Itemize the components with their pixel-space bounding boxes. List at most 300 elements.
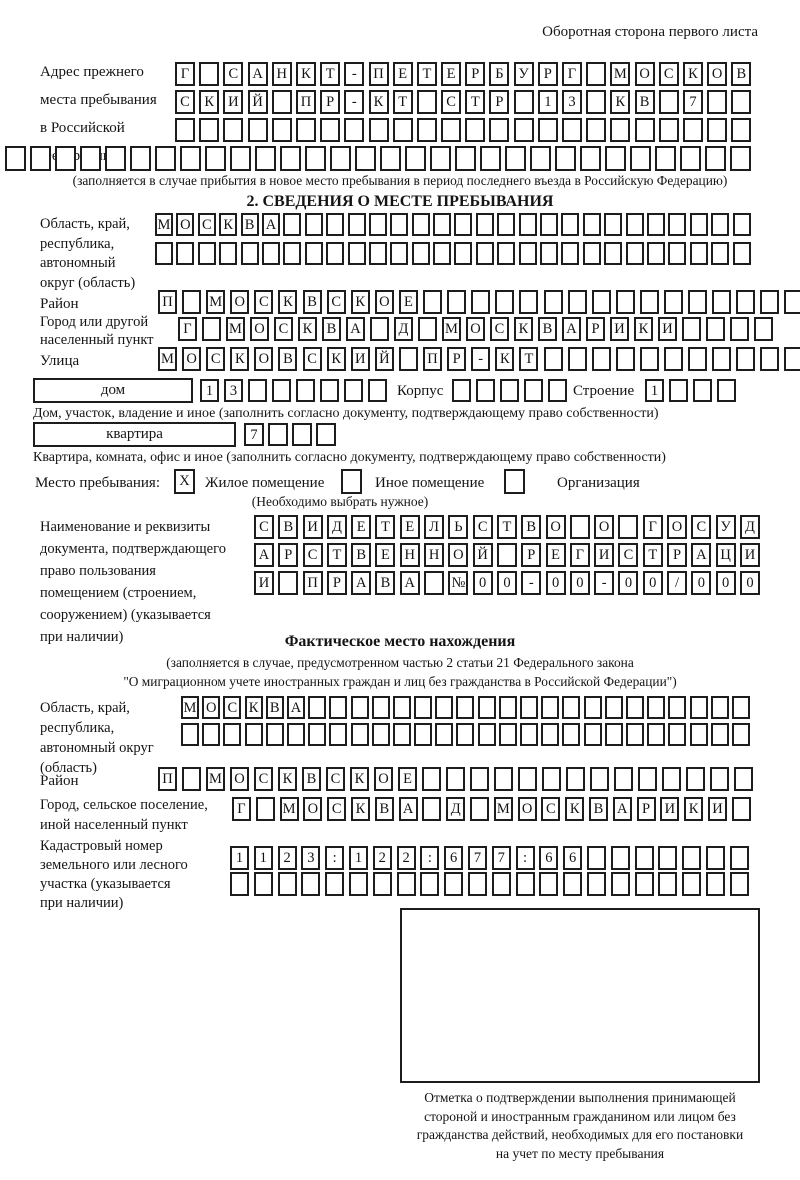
char-cell[interactable]: В [278, 347, 297, 371]
char-cell[interactable] [414, 696, 432, 719]
char-cell[interactable] [568, 290, 587, 314]
char-cell[interactable] [393, 118, 413, 142]
char-cell[interactable]: Ь [448, 515, 468, 539]
char-cell[interactable] [351, 723, 369, 746]
char-cell[interactable] [435, 723, 453, 746]
char-cell[interactable] [664, 347, 683, 371]
char-cell[interactable]: М [610, 62, 630, 86]
char-cell[interactable] [563, 872, 582, 896]
char-cell[interactable]: - [471, 347, 490, 371]
char-cell[interactable] [405, 146, 426, 171]
char-cell[interactable]: С [326, 767, 345, 791]
char-cell[interactable]: О [303, 797, 322, 821]
char-cell[interactable]: И [303, 515, 323, 539]
char-cell[interactable]: О [466, 317, 485, 341]
char-cell[interactable] [180, 146, 201, 171]
char-cell[interactable]: Р [489, 90, 509, 114]
char-cell[interactable]: - [594, 571, 614, 595]
char-cell[interactable]: Т [417, 62, 437, 86]
char-cell[interactable] [181, 723, 199, 746]
char-cell[interactable] [241, 242, 259, 265]
char-cell[interactable]: С [175, 90, 195, 114]
checkbox-zhiloe[interactable]: X [174, 469, 195, 494]
char-cell[interactable] [412, 213, 430, 236]
char-cell[interactable]: 2 [373, 846, 392, 870]
char-cell[interactable] [668, 723, 686, 746]
char-cell[interactable]: С [441, 90, 461, 114]
char-cell[interactable] [372, 696, 390, 719]
char-cell[interactable]: В [375, 571, 395, 595]
char-cell[interactable] [424, 571, 444, 595]
char-cell[interactable]: И [610, 317, 629, 341]
char-cell[interactable] [562, 118, 582, 142]
char-cell[interactable]: О [182, 347, 201, 371]
char-cell[interactable] [635, 846, 654, 870]
char-cell[interactable] [516, 872, 535, 896]
char-cell[interactable] [590, 767, 609, 791]
char-cell[interactable]: М [442, 317, 461, 341]
char-cell[interactable]: 1 [200, 379, 219, 402]
char-cell[interactable]: О [375, 290, 394, 314]
char-cell[interactable] [390, 242, 408, 265]
char-cell[interactable]: Т [320, 62, 340, 86]
char-cell[interactable]: К [634, 317, 653, 341]
char-cell[interactable] [668, 696, 686, 719]
char-cell[interactable]: Н [272, 62, 292, 86]
char-cell[interactable] [514, 118, 534, 142]
char-cell[interactable] [562, 696, 580, 719]
char-cell[interactable]: А [351, 571, 371, 595]
char-cell[interactable] [369, 118, 389, 142]
char-cell[interactable] [733, 242, 751, 265]
char-cell[interactable] [205, 146, 226, 171]
char-cell[interactable] [344, 118, 364, 142]
char-cell[interactable] [5, 146, 26, 171]
char-cell[interactable] [422, 767, 441, 791]
char-cell[interactable]: 0 [570, 571, 590, 595]
char-cell[interactable] [732, 797, 751, 821]
char-cell[interactable]: В [303, 290, 322, 314]
char-cell[interactable] [380, 146, 401, 171]
char-cell[interactable]: С [254, 290, 273, 314]
char-cell[interactable]: Е [398, 767, 417, 791]
char-cell[interactable] [690, 242, 708, 265]
char-cell[interactable] [468, 872, 487, 896]
char-cell[interactable] [707, 90, 727, 114]
char-cell[interactable]: - [521, 571, 541, 595]
char-cell[interactable] [688, 347, 707, 371]
char-cell[interactable] [605, 146, 626, 171]
char-cell[interactable]: Н [400, 543, 420, 567]
char-cell[interactable] [754, 317, 773, 341]
char-cell[interactable]: : [516, 846, 535, 870]
char-cell[interactable]: - [344, 62, 364, 86]
char-cell[interactable]: С [254, 515, 274, 539]
char-cell[interactable] [355, 146, 376, 171]
char-cell[interactable] [455, 146, 476, 171]
char-cell[interactable]: 0 [643, 571, 663, 595]
char-cell[interactable] [610, 118, 630, 142]
char-cell[interactable]: С [473, 515, 493, 539]
char-cell[interactable] [155, 146, 176, 171]
char-cell[interactable]: Т [497, 515, 517, 539]
char-cell[interactable] [500, 379, 519, 402]
char-cell[interactable]: О [546, 515, 566, 539]
char-cell[interactable] [561, 213, 579, 236]
char-cell[interactable] [682, 846, 701, 870]
char-cell[interactable]: К [219, 213, 237, 236]
char-cell[interactable] [505, 146, 526, 171]
char-cell[interactable]: И [351, 347, 370, 371]
char-cell[interactable]: В [521, 515, 541, 539]
char-cell[interactable] [478, 723, 496, 746]
char-cell[interactable]: В [538, 317, 557, 341]
char-cell[interactable] [540, 213, 558, 236]
char-cell[interactable]: П [296, 90, 316, 114]
char-cell[interactable]: О [374, 767, 393, 791]
char-cell[interactable]: И [708, 797, 727, 821]
char-cell[interactable]: А [248, 62, 268, 86]
char-cell[interactable]: 1 [254, 846, 273, 870]
char-cell[interactable]: К [683, 62, 703, 86]
char-cell[interactable] [456, 696, 474, 719]
char-cell[interactable] [626, 696, 644, 719]
char-cell[interactable]: - [344, 90, 364, 114]
char-cell[interactable]: Г [232, 797, 251, 821]
char-cell[interactable]: Р [278, 543, 298, 567]
char-cell[interactable]: Е [393, 62, 413, 86]
char-cell[interactable] [540, 242, 558, 265]
char-cell[interactable] [682, 872, 701, 896]
char-cell[interactable] [55, 146, 76, 171]
char-cell[interactable]: И [254, 571, 274, 595]
char-cell[interactable] [418, 317, 437, 341]
char-cell[interactable]: Й [375, 347, 394, 371]
char-cell[interactable]: С [198, 213, 216, 236]
char-cell[interactable]: И [660, 797, 679, 821]
char-cell[interactable] [417, 90, 437, 114]
char-cell[interactable] [397, 872, 416, 896]
char-cell[interactable] [456, 723, 474, 746]
char-cell[interactable]: К [565, 797, 584, 821]
char-cell[interactable] [175, 118, 195, 142]
char-cell[interactable] [316, 423, 336, 446]
char-cell[interactable] [616, 290, 635, 314]
char-cell[interactable]: 7 [683, 90, 703, 114]
char-cell[interactable]: О [254, 347, 273, 371]
char-cell[interactable] [423, 290, 442, 314]
char-cell[interactable] [659, 118, 679, 142]
char-cell[interactable]: 0 [497, 571, 517, 595]
char-cell[interactable] [280, 146, 301, 171]
char-cell[interactable] [730, 846, 749, 870]
char-cell[interactable] [732, 696, 750, 719]
char-cell[interactable] [329, 723, 347, 746]
char-cell[interactable]: В [635, 90, 655, 114]
char-cell[interactable] [390, 213, 408, 236]
char-cell[interactable]: К [199, 90, 219, 114]
char-cell[interactable]: О [448, 543, 468, 567]
char-cell[interactable] [447, 290, 466, 314]
char-cell[interactable]: Р [447, 347, 466, 371]
char-cell[interactable] [583, 213, 601, 236]
char-cell[interactable] [706, 872, 725, 896]
char-cell[interactable]: : [420, 846, 439, 870]
char-cell[interactable] [731, 90, 751, 114]
char-cell[interactable] [605, 696, 623, 719]
char-cell[interactable] [348, 242, 366, 265]
char-cell[interactable] [710, 767, 729, 791]
char-cell[interactable] [369, 213, 387, 236]
char-cell[interactable] [635, 118, 655, 142]
char-cell[interactable] [272, 90, 292, 114]
char-cell[interactable] [471, 290, 490, 314]
char-cell[interactable] [155, 242, 173, 265]
char-cell[interactable] [182, 290, 201, 314]
char-cell[interactable] [688, 290, 707, 314]
char-cell[interactable] [278, 571, 298, 595]
char-cell[interactable] [30, 146, 51, 171]
char-cell[interactable]: 2 [397, 846, 416, 870]
char-cell[interactable] [611, 872, 630, 896]
char-cell[interactable]: О [230, 767, 249, 791]
char-cell[interactable] [669, 379, 688, 402]
char-cell[interactable] [480, 146, 501, 171]
char-cell[interactable] [329, 696, 347, 719]
char-cell[interactable]: 7 [244, 423, 264, 446]
char-cell[interactable]: 0 [473, 571, 493, 595]
char-cell[interactable] [604, 213, 622, 236]
char-cell[interactable] [272, 118, 292, 142]
char-cell[interactable] [446, 767, 465, 791]
char-cell[interactable] [541, 696, 559, 719]
char-cell[interactable] [730, 146, 751, 171]
char-cell[interactable]: М [226, 317, 245, 341]
char-cell[interactable] [176, 242, 194, 265]
char-cell[interactable]: 7 [492, 846, 511, 870]
char-cell[interactable]: Е [351, 515, 371, 539]
char-cell[interactable]: 7 [468, 846, 487, 870]
char-cell[interactable]: Н [424, 543, 444, 567]
char-cell[interactable] [519, 242, 537, 265]
char-cell[interactable] [393, 723, 411, 746]
char-cell[interactable] [707, 118, 727, 142]
char-cell[interactable]: 6 [444, 846, 463, 870]
char-cell[interactable] [524, 379, 543, 402]
char-cell[interactable] [283, 242, 301, 265]
char-cell[interactable]: 3 [301, 846, 320, 870]
char-cell[interactable] [520, 696, 538, 719]
char-cell[interactable] [584, 723, 602, 746]
char-cell[interactable] [320, 379, 339, 402]
char-cell[interactable] [730, 872, 749, 896]
char-cell[interactable]: 0 [546, 571, 566, 595]
char-cell[interactable] [489, 118, 509, 142]
char-cell[interactable] [444, 872, 463, 896]
char-cell[interactable]: И [658, 317, 677, 341]
char-cell[interactable]: О [667, 515, 687, 539]
char-cell[interactable] [497, 242, 515, 265]
char-cell[interactable] [626, 213, 644, 236]
char-cell[interactable] [430, 146, 451, 171]
char-cell[interactable] [760, 347, 779, 371]
char-cell[interactable] [583, 242, 601, 265]
char-cell[interactable]: 1 [349, 846, 368, 870]
char-cell[interactable] [784, 290, 800, 314]
char-cell[interactable] [368, 379, 387, 402]
char-cell[interactable]: : [325, 846, 344, 870]
char-cell[interactable] [706, 317, 725, 341]
char-cell[interactable]: П [369, 62, 389, 86]
char-cell[interactable]: А [254, 543, 274, 567]
char-cell[interactable] [454, 242, 472, 265]
char-cell[interactable] [230, 872, 249, 896]
char-cell[interactable]: О [518, 797, 537, 821]
char-cell[interactable]: Р [320, 90, 340, 114]
char-cell[interactable]: А [399, 797, 418, 821]
char-cell[interactable]: 0 [618, 571, 638, 595]
char-cell[interactable] [680, 146, 701, 171]
char-cell[interactable]: В [731, 62, 751, 86]
char-cell[interactable] [370, 317, 389, 341]
char-cell[interactable]: Р [327, 571, 347, 595]
char-cell[interactable] [199, 62, 219, 86]
char-cell[interactable]: Т [327, 543, 347, 567]
char-cell[interactable]: С [490, 317, 509, 341]
char-cell[interactable] [655, 146, 676, 171]
char-cell[interactable] [592, 290, 611, 314]
char-cell[interactable] [182, 767, 201, 791]
char-cell[interactable] [296, 379, 315, 402]
char-cell[interactable] [647, 723, 665, 746]
char-cell[interactable] [223, 118, 243, 142]
char-cell[interactable] [266, 723, 284, 746]
char-cell[interactable] [630, 146, 651, 171]
char-cell[interactable]: П [158, 767, 177, 791]
char-cell[interactable] [566, 767, 585, 791]
char-cell[interactable] [202, 723, 220, 746]
char-cell[interactable] [320, 118, 340, 142]
char-cell[interactable] [268, 423, 288, 446]
char-cell[interactable]: Г [643, 515, 663, 539]
char-cell[interactable] [542, 767, 561, 791]
char-cell[interactable] [470, 767, 489, 791]
char-cell[interactable] [659, 90, 679, 114]
char-cell[interactable] [580, 146, 601, 171]
char-cell[interactable] [711, 696, 729, 719]
char-cell[interactable] [514, 90, 534, 114]
char-cell[interactable]: К [351, 290, 370, 314]
char-cell[interactable]: Д [446, 797, 465, 821]
char-cell[interactable] [223, 723, 241, 746]
char-cell[interactable]: К [369, 90, 389, 114]
char-cell[interactable] [658, 872, 677, 896]
char-cell[interactable] [80, 146, 101, 171]
char-cell[interactable] [570, 515, 590, 539]
char-cell[interactable]: К [327, 347, 346, 371]
char-cell[interactable]: М [181, 696, 199, 719]
char-cell[interactable] [705, 146, 726, 171]
char-cell[interactable]: П [303, 571, 323, 595]
char-cell[interactable] [495, 290, 514, 314]
char-cell[interactable] [712, 290, 731, 314]
char-cell[interactable] [784, 347, 800, 371]
char-cell[interactable]: М [206, 290, 225, 314]
char-cell[interactable]: О [635, 62, 655, 86]
char-cell[interactable]: В [302, 767, 321, 791]
char-cell[interactable] [245, 723, 263, 746]
char-cell[interactable]: А [400, 571, 420, 595]
char-cell[interactable]: Р [521, 543, 541, 567]
char-cell[interactable] [544, 290, 563, 314]
char-cell[interactable] [278, 872, 297, 896]
char-cell[interactable] [541, 723, 559, 746]
char-cell[interactable] [647, 213, 665, 236]
char-cell[interactable] [640, 347, 659, 371]
char-cell[interactable] [690, 696, 708, 719]
char-cell[interactable] [584, 696, 602, 719]
char-cell[interactable]: С [223, 62, 243, 86]
char-cell[interactable] [518, 767, 537, 791]
char-cell[interactable] [325, 872, 344, 896]
char-cell[interactable] [664, 290, 683, 314]
char-cell[interactable]: И [740, 543, 760, 567]
char-cell[interactable] [255, 146, 276, 171]
char-cell[interactable] [548, 379, 567, 402]
char-cell[interactable]: К [350, 767, 369, 791]
char-cell[interactable]: 0 [691, 571, 711, 595]
char-cell[interactable] [372, 723, 390, 746]
char-cell[interactable] [614, 767, 633, 791]
char-cell[interactable] [476, 242, 494, 265]
char-cell[interactable]: М [155, 213, 173, 236]
char-cell[interactable] [568, 347, 587, 371]
char-cell[interactable]: В [322, 317, 341, 341]
char-cell[interactable]: С [691, 515, 711, 539]
char-cell[interactable] [686, 767, 705, 791]
char-cell[interactable]: 0 [716, 571, 736, 595]
char-cell[interactable] [441, 118, 461, 142]
char-cell[interactable] [616, 347, 635, 371]
char-cell[interactable] [420, 872, 439, 896]
char-cell[interactable] [292, 423, 312, 446]
char-cell[interactable]: Г [570, 543, 590, 567]
char-cell[interactable]: О [176, 213, 194, 236]
char-cell[interactable]: В [375, 797, 394, 821]
char-cell[interactable]: Г [175, 62, 195, 86]
char-cell[interactable]: В [351, 543, 371, 567]
char-cell[interactable]: К [495, 347, 514, 371]
char-cell[interactable] [326, 242, 344, 265]
char-cell[interactable] [254, 872, 273, 896]
char-cell[interactable] [497, 543, 517, 567]
char-cell[interactable] [296, 118, 316, 142]
char-cell[interactable]: Е [546, 543, 566, 567]
char-cell[interactable]: К [684, 797, 703, 821]
char-cell[interactable]: У [514, 62, 534, 86]
char-cell[interactable] [760, 290, 779, 314]
char-cell[interactable]: Ц [716, 543, 736, 567]
char-cell[interactable] [351, 696, 369, 719]
char-cell[interactable] [248, 118, 268, 142]
char-cell[interactable] [287, 723, 305, 746]
char-cell[interactable] [393, 696, 411, 719]
char-cell[interactable]: А [262, 213, 280, 236]
char-cell[interactable] [604, 242, 622, 265]
char-cell[interactable] [433, 242, 451, 265]
char-cell[interactable] [417, 118, 437, 142]
char-cell[interactable] [690, 723, 708, 746]
